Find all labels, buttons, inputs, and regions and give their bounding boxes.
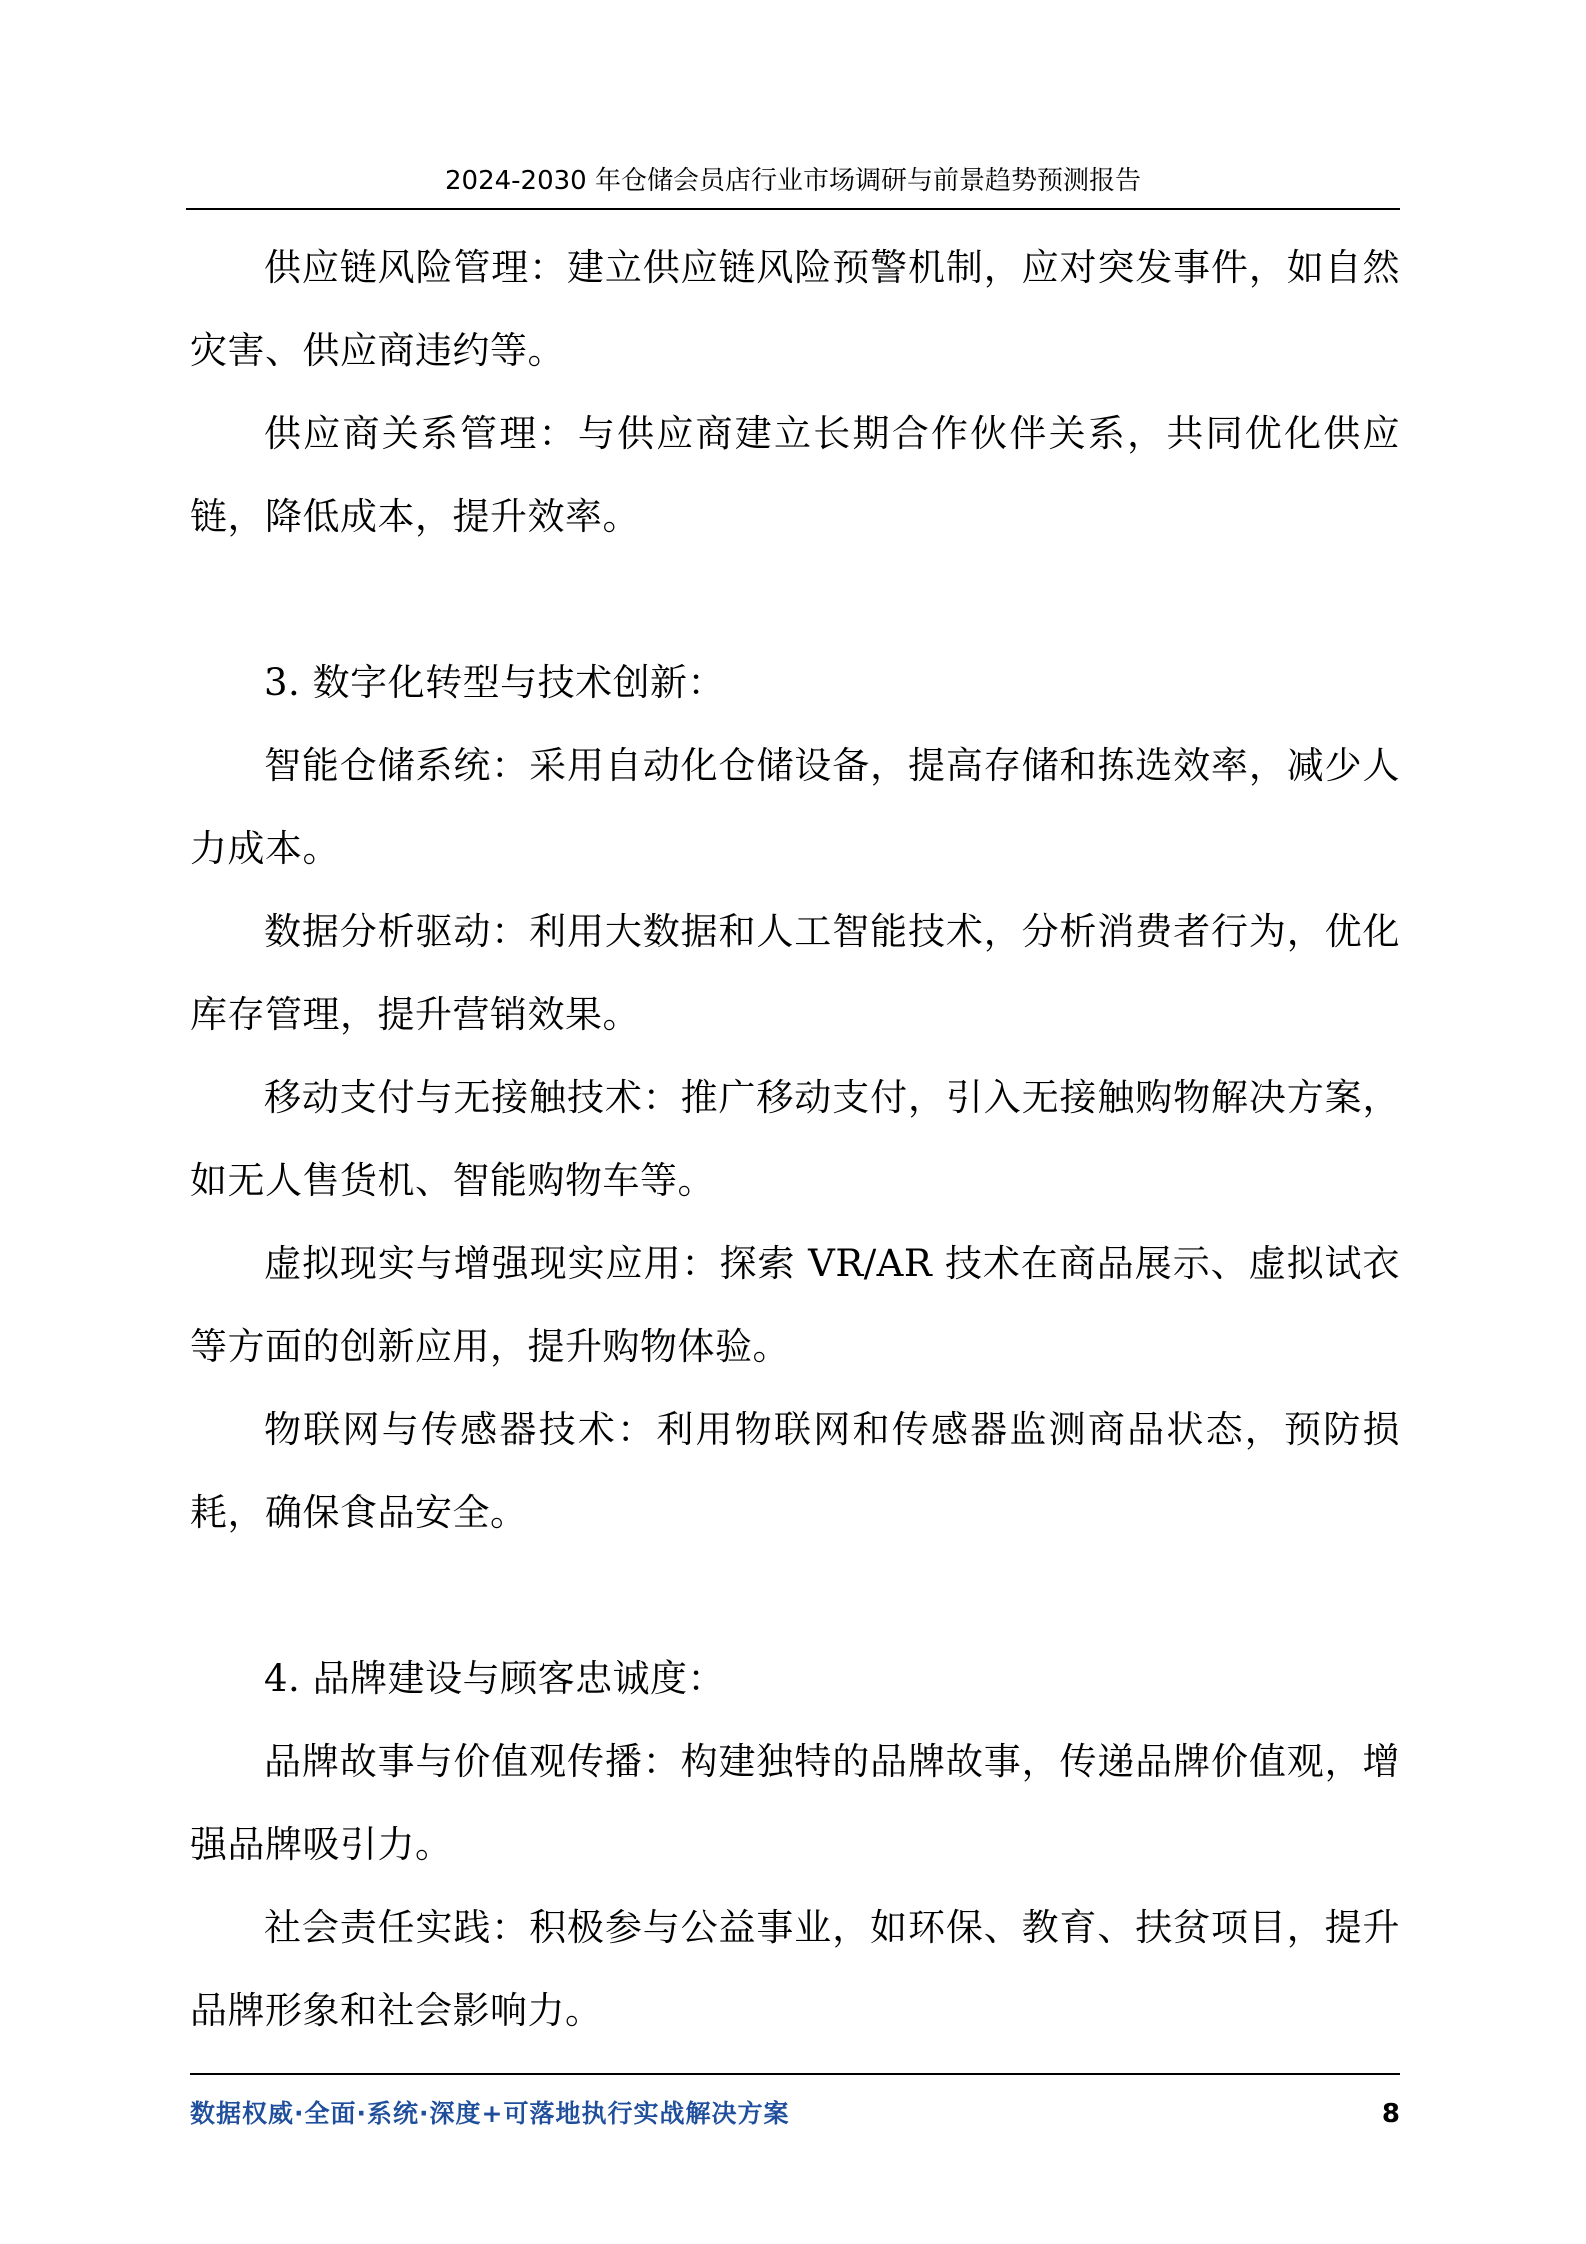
paragraph-data-analytics: 数据分析驱动：利用大数据和人工智能技术，分析消费者行为，优化库存管理，提升营销效果。 [190,910,1400,1036]
report-header-title: 2024-2030 年仓储会员店行业市场调研与前景趋势预测报告 [445,166,1141,196]
section-spacer [190,558,1400,641]
paragraph-vr-ar: 虚拟现实与增强现实应用：探索 VR/AR 技术在商品展示、虚拟试衣等方面的创新应用，提升购物体验。 [190,1242,1400,1368]
paragraph-supplier-relations: 供应商关系管理：与供应商建立长期合作伙伴关系，共同优化供应链，降低成本，提升效率。 [190,412,1400,538]
footer-divider [190,2073,1400,2075]
paragraph-smart-warehousing: 智能仓储系统：采用自动化仓储设备，提高存储和拣选效率，减少人力成本。 [190,744,1400,870]
section-spacer [190,1554,1400,1637]
footer-slogan: 数据权威·全面·系统·深度+可落地执行实战解决方案 [190,2099,790,2128]
document-body [190,226,1400,2052]
paragraph-brand-story: 品牌故事与价值观传播：构建独特的品牌故事，传递品牌价值观，增强品牌吸引力。 [190,1740,1400,1866]
page-number: 8 [1381,2099,1400,2129]
section-heading-digital-transformation: 3. 数字化转型与技术创新： [264,661,726,704]
paragraph-mobile-payment: 移动支付与无接触技术：推广移动支付，引入无接触购物解决方案，如无人售货机、智能购物车等。 [190,1076,1400,1202]
paragraph-social-responsibility: 社会责任实践：积极参与公益事业，如环保、教育、扶贫项目，提升品牌形象和社会影响力。 [190,1906,1400,2032]
paragraph-iot-sensors: 物联网与传感器技术：利用物联网和传感器监测商品状态，预防损耗，确保食品安全。 [190,1408,1400,1534]
section-heading-brand-loyalty: 4. 品牌建设与顾客忠诚度： [264,1657,726,1700]
paragraph-supply-chain-risk: 供应链风险管理：建立供应链风险预警机制，应对突发事件，如自然灾害、供应商违约等。 [190,246,1400,372]
header-divider [186,208,1400,210]
